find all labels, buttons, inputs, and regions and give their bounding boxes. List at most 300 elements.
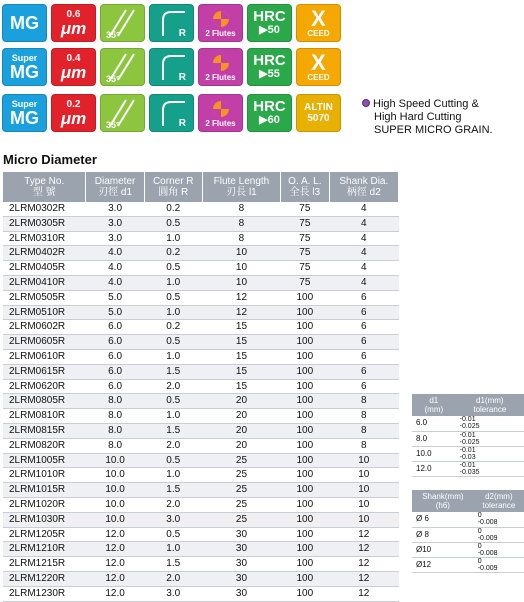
table-cell: 100	[281, 512, 330, 527]
table-cell: 75	[281, 246, 330, 261]
table-cell: 30	[202, 571, 280, 586]
corner-radius-icon	[149, 94, 194, 132]
table-cell: 10.0	[86, 453, 144, 468]
table-row	[412, 527, 524, 542]
hardness-badge	[247, 4, 292, 42]
tolerance-upper: 0	[477, 542, 482, 550]
table-row	[3, 409, 399, 424]
table-cell: 12	[202, 305, 280, 320]
col-header-en: Type No.	[24, 176, 65, 187]
grade-label: MG	[10, 13, 39, 33]
table-cell: 12	[329, 571, 398, 586]
table-row	[3, 497, 399, 512]
col-header-en: Flute Length	[213, 176, 270, 187]
table-row	[3, 394, 399, 409]
col-header-zh: 圓角 R	[158, 187, 189, 198]
col-header-en: Diameter	[94, 176, 136, 187]
table-cell: 15	[202, 349, 280, 364]
table-cell: 6	[329, 305, 398, 320]
table-cell: 20	[202, 409, 280, 424]
table-row	[3, 453, 399, 468]
table-cell: 6	[329, 349, 398, 364]
helix-angle-label: 35°	[106, 74, 120, 84]
table-cell: 0.2	[144, 320, 202, 335]
table-cell: 4	[329, 275, 398, 290]
tolerance-lower: -0.009	[477, 564, 498, 572]
size-cell: Ø 8	[412, 527, 474, 542]
col-header: d2(mm) tolerance	[474, 490, 524, 512]
table-cell: 1.0	[144, 468, 202, 483]
table-cell: 8	[329, 409, 398, 424]
table-row	[3, 468, 399, 483]
col-header	[3, 172, 86, 202]
table-row	[3, 290, 399, 305]
table-cell: 12.0	[86, 542, 144, 557]
col-header	[202, 172, 280, 202]
table-cell: 0.5	[144, 527, 202, 542]
table-cell: 8	[202, 216, 280, 231]
grain-badge	[51, 4, 96, 42]
table-cell: 12.0	[86, 557, 144, 572]
table-cell: 4.0	[86, 275, 144, 290]
table-cell: 8.0	[86, 423, 144, 438]
table-cell: 100	[281, 527, 330, 542]
table-row	[3, 483, 399, 498]
bullet-icon	[362, 99, 370, 107]
grain-badge	[51, 94, 96, 132]
table-cell: 12	[202, 290, 280, 305]
col-header: Shank(mm) (h6)	[412, 490, 474, 512]
helix-angle-label: 35°	[106, 120, 120, 130]
flute-label: 2 Flutes	[205, 72, 236, 82]
type-number-cell: 2LRM1030R	[3, 512, 86, 527]
hardness-label: HRC	[253, 52, 286, 70]
table-cell: 6	[329, 290, 398, 305]
table-cell: 100	[281, 423, 330, 438]
table-row	[3, 557, 399, 572]
table-cell: 2.0	[144, 379, 202, 394]
col-header-en: Shank Dia.	[339, 176, 389, 187]
table-row	[3, 246, 399, 261]
table-header-row	[3, 172, 399, 202]
table-cell: 12.0	[86, 586, 144, 601]
table-cell: 30	[202, 586, 280, 601]
type-number-cell: 2LRM1215R	[3, 557, 86, 572]
table-cell: 4.0	[86, 261, 144, 276]
grade-badge	[2, 4, 47, 42]
table-row	[3, 349, 399, 364]
table-cell: 10	[329, 483, 398, 498]
type-number-cell: 2LRM1020R	[3, 497, 86, 512]
table-cell: 6.0	[86, 379, 144, 394]
coating-name: CEED	[307, 73, 330, 82]
table-row	[3, 305, 399, 320]
tolerance-upper: 0	[477, 527, 482, 535]
table-cell: 0.5	[144, 290, 202, 305]
tolerance-cell	[474, 557, 524, 572]
corner-radius-label: R	[178, 72, 186, 83]
table-row	[412, 461, 524, 476]
type-number-cell: 2LRM0810R	[3, 409, 86, 424]
table-cell: 25	[202, 453, 280, 468]
shank-tolerance-table	[412, 490, 524, 573]
corner-radius-label: R	[178, 28, 186, 39]
table-cell: 100	[281, 571, 330, 586]
col-header-zh: 柄徑 d2	[346, 187, 381, 198]
coating-mark: X	[311, 6, 326, 31]
tolerance-cell	[474, 542, 524, 557]
product-table	[3, 172, 399, 602]
table-cell: 8	[202, 231, 280, 246]
table-cell: 15	[202, 320, 280, 335]
table-row	[3, 231, 399, 246]
feature-note	[362, 98, 493, 137]
table-cell: 30	[202, 557, 280, 572]
tolerance-cell	[456, 416, 524, 431]
tolerance-lower: -0.03	[459, 453, 476, 461]
table-cell: 100	[281, 586, 330, 601]
table-row	[3, 261, 399, 276]
coating-name: CEED	[307, 29, 330, 38]
table-cell: 0.5	[144, 453, 202, 468]
table-cell: 0.5	[144, 335, 202, 350]
table-cell: 5.0	[86, 290, 144, 305]
table-header-row	[412, 394, 524, 416]
table-cell: 3.0	[86, 216, 144, 231]
table-cell: 100	[281, 290, 330, 305]
table-cell: 8.0	[86, 438, 144, 453]
table-row	[3, 527, 399, 542]
table-cell: 100	[281, 394, 330, 409]
type-number-cell: 2LRM0805R	[3, 394, 86, 409]
table-row	[412, 557, 524, 572]
size-cell: 6.0	[412, 416, 456, 431]
table-row	[3, 364, 399, 379]
table-cell: 2.0	[144, 497, 202, 512]
size-cell: Ø12	[412, 557, 474, 572]
table-cell: 6	[329, 335, 398, 350]
hardness-badge	[247, 94, 292, 132]
table-cell: 75	[281, 216, 330, 231]
col-header-zh: 型 號	[32, 187, 56, 198]
table-cell: 12	[329, 527, 398, 542]
table-row	[3, 512, 399, 527]
tolerance-upper: 0	[477, 557, 482, 565]
badge-row	[2, 4, 341, 42]
helix-angle-icon	[100, 48, 145, 86]
type-number-cell: 2LRM0410R	[3, 275, 86, 290]
col-header-zh: 刃徑 d1	[98, 187, 133, 198]
table-cell: 2.0	[144, 438, 202, 453]
table-cell: 6	[329, 379, 398, 394]
size-cell: Ø10	[412, 542, 474, 557]
col-header	[329, 172, 398, 202]
hardness-badge	[247, 48, 292, 86]
table-cell: 6.0	[86, 364, 144, 379]
coating-name: 5070	[307, 113, 330, 124]
table-cell: 100	[281, 379, 330, 394]
table-cell: 25	[202, 497, 280, 512]
type-number-cell: 2LRM0605R	[3, 335, 86, 350]
corner-radius-icon	[149, 4, 194, 42]
table-cell: 100	[281, 542, 330, 557]
table-cell: 100	[281, 557, 330, 572]
table-row	[3, 335, 399, 350]
type-number-cell: 2LRM0610R	[3, 349, 86, 364]
tolerance-lower: -0.009	[477, 534, 498, 542]
hardness-value: ▶55	[259, 68, 280, 81]
table-row	[3, 438, 399, 453]
tolerance-lower: -0.025	[459, 423, 480, 431]
table-cell: 25	[202, 512, 280, 527]
table-cell: 2.0	[144, 571, 202, 586]
table-header-row	[412, 490, 524, 512]
col-header	[144, 172, 202, 202]
grain-value: 0.4	[66, 52, 81, 64]
tolerance-upper: -0.01	[459, 431, 476, 439]
table-cell: 8.0	[86, 409, 144, 424]
table-cell: 4.0	[86, 246, 144, 261]
tolerance-cell	[474, 512, 524, 527]
flute-icon	[198, 4, 243, 42]
table-cell: 10.0	[86, 483, 144, 498]
col-header-zh: 全長 l3	[289, 187, 321, 198]
corner-radius-label: R	[178, 118, 186, 129]
type-number-cell: 2LRM0405R	[3, 261, 86, 276]
table-cell: 15	[202, 379, 280, 394]
table-cell: 25	[202, 468, 280, 483]
table-cell: 1.0	[144, 305, 202, 320]
table-cell: 6.0	[86, 335, 144, 350]
table-cell: 10	[202, 275, 280, 290]
type-number-cell: 2LRM1220R	[3, 571, 86, 586]
table-cell: 8.0	[86, 394, 144, 409]
tolerance-upper: -0.01	[459, 461, 476, 469]
table-row	[3, 586, 399, 601]
table-cell: 100	[281, 364, 330, 379]
note-line: High Hard Cutting	[374, 111, 462, 123]
tolerance-upper: -0.01	[459, 416, 476, 424]
col-header-zh: 刃長 l1	[226, 187, 257, 198]
flute-label: 2 Flutes	[205, 28, 236, 38]
tolerance-upper: -0.01	[459, 446, 476, 454]
tolerance-cell	[456, 446, 524, 461]
table-row	[412, 446, 524, 461]
hardness-value: ▶50	[259, 24, 280, 37]
type-number-cell: 2LRM0615R	[3, 364, 86, 379]
table-cell: 10	[329, 512, 398, 527]
table-cell: 12	[329, 586, 398, 601]
col-header: d1(mm) tolerance	[456, 394, 524, 416]
note-line: High Speed Cutting &	[373, 98, 479, 110]
table-cell: 12	[329, 557, 398, 572]
table-cell: 10.0	[86, 468, 144, 483]
col-header: d1 (mm)	[412, 394, 456, 416]
type-number-cell: 2LRM0820R	[3, 438, 86, 453]
table-row	[3, 379, 399, 394]
table-row	[412, 416, 524, 431]
type-number-cell: 2LRM0305R	[3, 216, 86, 231]
grain-unit: μm	[60, 62, 87, 82]
type-number-cell: 2LRM0302R	[3, 202, 86, 216]
table-cell: 12.0	[86, 571, 144, 586]
grain-value: 0.6	[66, 8, 81, 20]
table-cell: 1.0	[144, 409, 202, 424]
hardness-value: ▶60	[259, 114, 280, 127]
table-cell: 30	[202, 527, 280, 542]
table-cell: 1.5	[144, 557, 202, 572]
type-number-cell: 2LRM0510R	[3, 305, 86, 320]
table-row	[3, 275, 399, 290]
badge-row	[2, 94, 341, 132]
hardness-label: HRC	[253, 8, 286, 26]
tolerance-lower: -0.008	[477, 549, 498, 557]
grain-unit: μm	[60, 18, 87, 38]
table-cell: 75	[281, 275, 330, 290]
table-cell: 6.0	[86, 320, 144, 335]
tolerance-cell	[456, 431, 524, 446]
table-cell: 20	[202, 423, 280, 438]
table-cell: 75	[281, 261, 330, 276]
table-cell: 100	[281, 320, 330, 335]
grade-label: MG	[10, 61, 39, 82]
size-cell: 8.0	[412, 431, 456, 446]
table-cell: 15	[202, 335, 280, 350]
badge-row	[2, 48, 341, 86]
table-cell: 0.5	[144, 216, 202, 231]
grade-label-small: Super	[11, 98, 38, 109]
table-cell: 30	[202, 542, 280, 557]
table-cell: 100	[281, 497, 330, 512]
table-cell: 100	[281, 438, 330, 453]
table-cell: 8	[329, 394, 398, 409]
grade-badge	[2, 94, 47, 132]
col-header-en: Corner R	[152, 176, 194, 187]
table-cell: 8	[329, 423, 398, 438]
table-cell: 25	[202, 483, 280, 498]
table-cell: 4	[329, 261, 398, 276]
table-cell: 12.0	[86, 527, 144, 542]
table-cell: 0.5	[144, 261, 202, 276]
coating-badge	[296, 94, 341, 132]
table-cell: 4	[329, 202, 398, 216]
type-number-cell: 2LRM0620R	[3, 379, 86, 394]
type-number-cell: 2LRM0310R	[3, 231, 86, 246]
hardness-label: HRC	[253, 98, 286, 116]
table-cell: 15	[202, 364, 280, 379]
table-cell: 8	[329, 438, 398, 453]
table-cell: 12	[329, 542, 398, 557]
table-cell: 0.2	[144, 246, 202, 261]
table-cell: 4	[329, 231, 398, 246]
table-cell: 1.0	[144, 231, 202, 246]
size-cell: Ø 6	[412, 512, 474, 527]
flute-icon	[198, 94, 243, 132]
type-number-cell: 2LRM1230R	[3, 586, 86, 601]
grain-badge	[51, 48, 96, 86]
table-cell: 1.0	[144, 275, 202, 290]
table-row	[412, 512, 524, 527]
table-cell: 10	[329, 453, 398, 468]
flute-label: 2 Flutes	[205, 118, 236, 128]
table-cell: 0.2	[144, 202, 202, 216]
type-number-cell: 2LRM0815R	[3, 423, 86, 438]
table-cell: 75	[281, 202, 330, 216]
table-cell: 4	[329, 216, 398, 231]
table-cell: 5.0	[86, 305, 144, 320]
table-cell: 10.0	[86, 512, 144, 527]
helix-angle-icon	[100, 4, 145, 42]
table-row	[3, 202, 399, 216]
table-cell: 1.0	[144, 349, 202, 364]
coating-badge	[296, 48, 341, 86]
type-number-cell: 2LRM1205R	[3, 527, 86, 542]
col-header-en: O. A. L.	[288, 176, 322, 187]
grade-badge	[2, 48, 47, 86]
section-title: Micro Diameter	[3, 152, 97, 167]
table-cell: 75	[281, 231, 330, 246]
table-cell: 6	[329, 364, 398, 379]
tolerance-lower: -0.025	[459, 438, 480, 446]
type-number-cell: 2LRM1005R	[3, 453, 86, 468]
table-row	[412, 542, 524, 557]
table-cell: 10	[329, 497, 398, 512]
table-cell: 100	[281, 335, 330, 350]
table-cell: 10.0	[86, 497, 144, 512]
table-cell: 3.0	[86, 231, 144, 246]
table-cell: 100	[281, 409, 330, 424]
grain-unit: μm	[60, 108, 87, 128]
grade-label: MG	[10, 107, 39, 128]
table-row	[3, 320, 399, 335]
table-cell: 4	[329, 246, 398, 261]
table-cell: 10	[202, 246, 280, 261]
tolerance-lower: -0.035	[459, 468, 480, 476]
table-cell: 3.0	[86, 202, 144, 216]
type-number-cell: 2LRM1010R	[3, 468, 86, 483]
col-header	[281, 172, 330, 202]
helix-angle-label: 35°	[106, 30, 120, 40]
type-number-cell: 2LRM0505R	[3, 290, 86, 305]
grain-value: 0.2	[66, 98, 81, 110]
helix-angle-icon	[100, 94, 145, 132]
table-cell: 3.0	[144, 586, 202, 601]
note-line: SUPER MICRO GRAIN.	[374, 124, 493, 136]
tolerance-lower: -0.008	[477, 519, 498, 527]
table-cell: 8	[202, 202, 280, 216]
tolerance-upper: 0	[477, 512, 482, 520]
type-number-cell: 2LRM1210R	[3, 542, 86, 557]
tolerance-cell	[456, 461, 524, 476]
coating-mark: ALTIN	[304, 101, 333, 113]
table-cell: 100	[281, 453, 330, 468]
table-cell: 1.0	[144, 542, 202, 557]
corner-radius-icon	[149, 48, 194, 86]
table-cell: 1.5	[144, 423, 202, 438]
table-cell: 100	[281, 468, 330, 483]
table-row	[3, 423, 399, 438]
size-cell: 10.0	[412, 446, 456, 461]
table-cell: 100	[281, 483, 330, 498]
type-number-cell: 2LRM0402R	[3, 246, 86, 261]
type-number-cell: 2LRM1015R	[3, 483, 86, 498]
table-cell: 10	[202, 261, 280, 276]
table-cell: 100	[281, 305, 330, 320]
table-row	[3, 216, 399, 231]
coating-mark: X	[311, 50, 326, 75]
tolerance-cell	[474, 527, 524, 542]
table-row	[412, 431, 524, 446]
